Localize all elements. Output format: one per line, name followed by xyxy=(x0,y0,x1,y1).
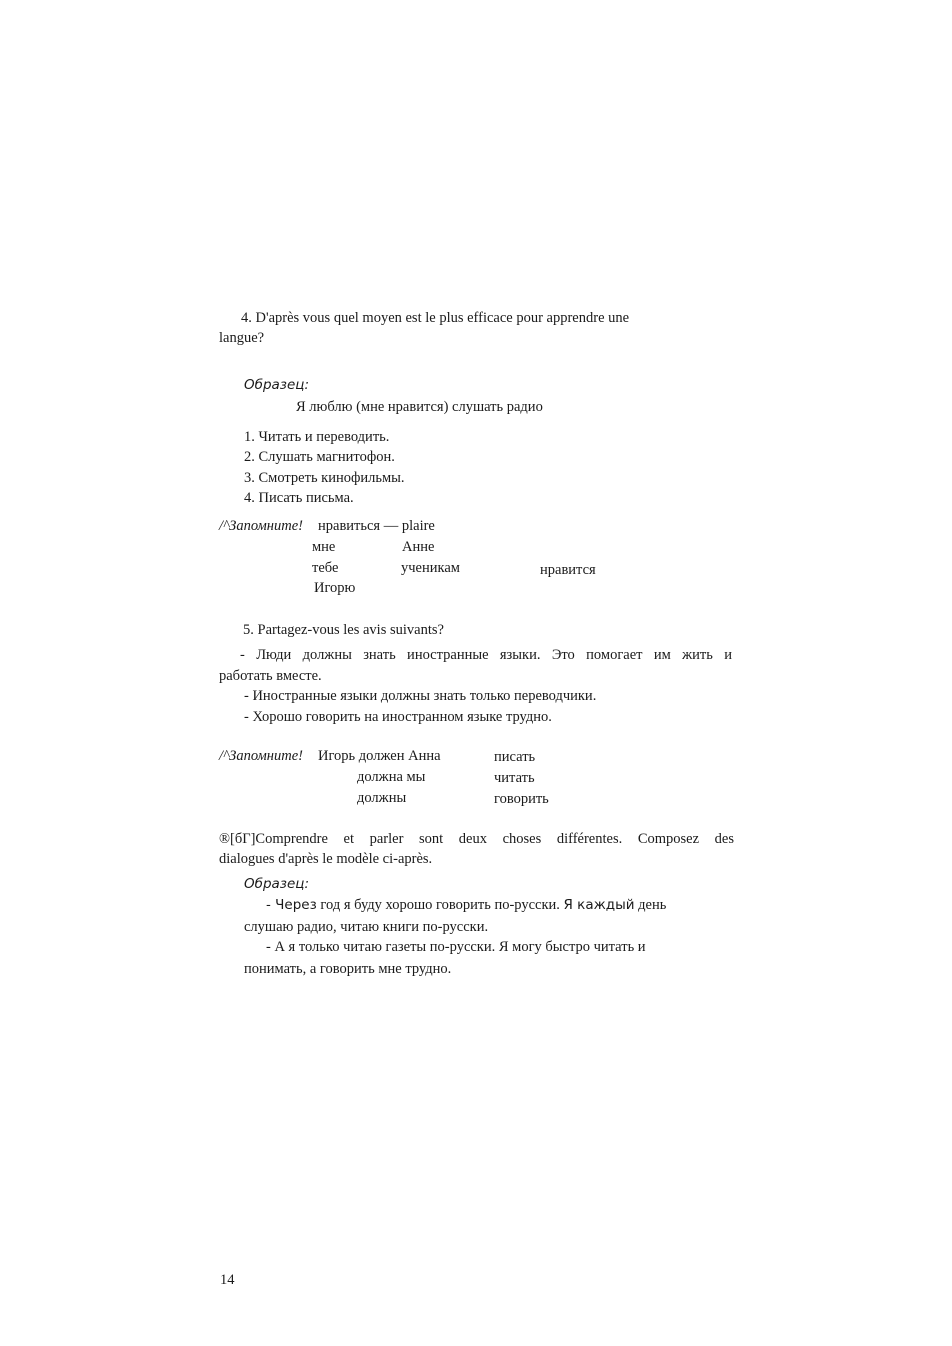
dialogue-1-end: день xyxy=(634,897,667,913)
dialogue-1-mid: год я буду хорошо говорить по-русски. xyxy=(316,897,564,913)
subject-line-3: должны xyxy=(357,790,407,806)
pronoun-anna: Анне xyxy=(402,539,435,555)
remember-label: /^Запомните! xyxy=(219,518,303,534)
verb-speak: говорить xyxy=(494,791,549,807)
exercise-4-line2: langue? xyxy=(219,330,265,346)
dialogue-2-line2: понимать, а говорить мне трудно. xyxy=(244,961,452,977)
pronoun-me: мне xyxy=(312,539,336,555)
subject-line-2: должна мы xyxy=(357,769,426,785)
exercise-6-line2: dialogues d'après le modèle ci-après. xyxy=(219,851,433,867)
dialogue-1-line1 xyxy=(266,897,666,914)
list-item: 4. Писать письма. xyxy=(244,490,354,506)
page-number: 14 xyxy=(220,1272,235,1288)
model-label: Образец: xyxy=(244,377,310,393)
verb-nravitsya: нравится xyxy=(540,562,596,578)
opinion-1-line1: - Люди должны знать иностранные языки. Это помогает им жить и xyxy=(240,647,732,663)
pronoun-students: ученикам xyxy=(401,560,460,576)
verb-read: читать xyxy=(494,770,535,786)
exercise-4-line1: 4. D'après vous quel moyen est le plus efficace pour apprendre une xyxy=(241,310,630,326)
opinion-2: - Иностранные языки должны знать только переводчики. xyxy=(244,688,597,704)
dialogue-1-kazhdy: Я каждый xyxy=(563,897,635,913)
list-item: 2. Слушать магнитофон. xyxy=(244,449,395,465)
dialogue-1-line2: слушаю радио, читаю книги по-русски. xyxy=(244,919,489,935)
pronoun-igor: Игорю xyxy=(314,580,356,596)
subject-line-1: Игорь должен Анна xyxy=(318,748,441,764)
verb-write: писать xyxy=(494,749,536,765)
model-label: Образец: xyxy=(244,876,310,892)
dialogue-2-line1: - А я только читаю газеты по-русски. Я могу быстро читать и xyxy=(266,939,646,955)
dialogue-1-cherez: - Через xyxy=(266,897,317,913)
opinion-3: - Хорошо говорить на иностранном языке трудно. xyxy=(244,709,552,725)
list-item: 3. Смотреть кинофильмы. xyxy=(244,470,405,486)
exercise-5-title: 5. Partagez-vous les avis suivants? xyxy=(243,622,444,638)
opinion-1-line2: работать вместе. xyxy=(219,668,322,684)
model-example: Я люблю (мне нравится) слушать радио xyxy=(296,399,543,415)
list-item: 1. Читать и переводить. xyxy=(244,429,390,445)
remember-label: /^Запомните! xyxy=(219,748,303,764)
remember-phrase: нравиться — plaire xyxy=(318,518,435,534)
exercise-6-line1: ®[бГ]Comprendre et parler sont deux choses différentes. Composez des xyxy=(219,831,734,847)
pronoun-you: тебе xyxy=(312,560,339,576)
